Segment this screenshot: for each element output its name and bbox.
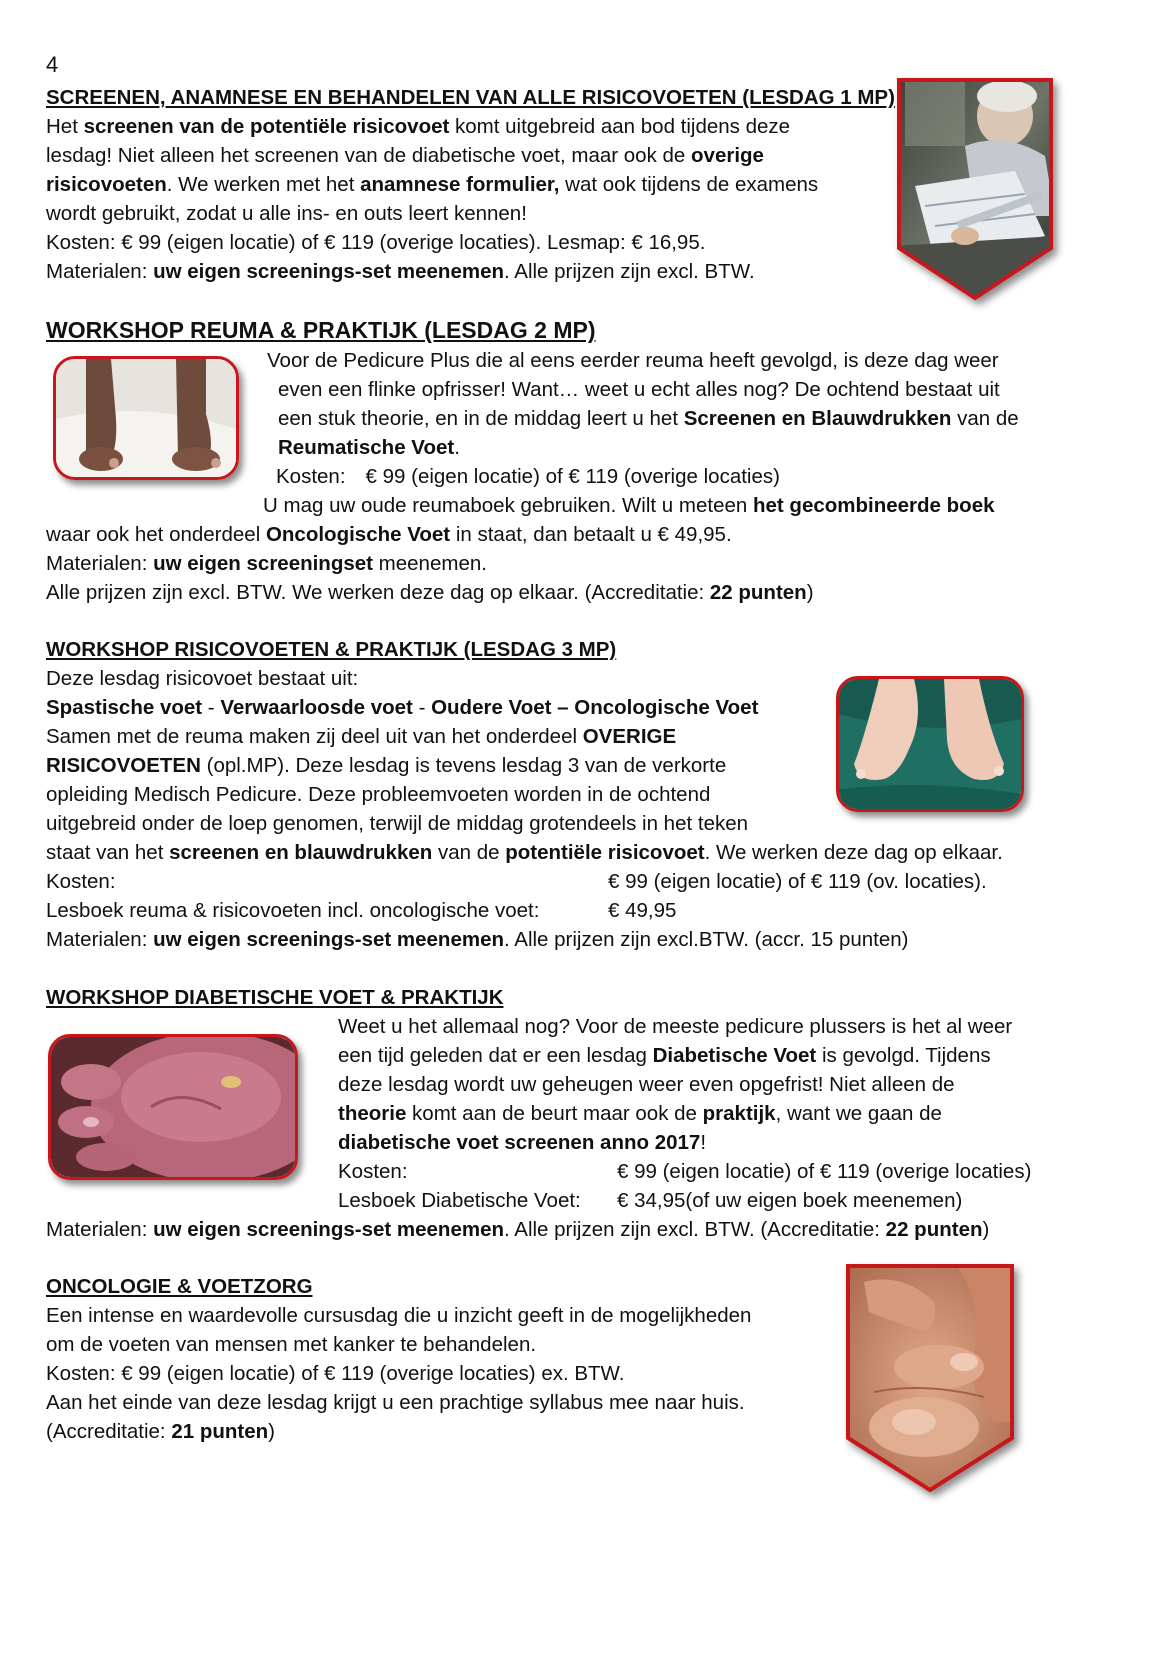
text-line: Weet u het allemaal nog? Voor de meeste pedicure plussers is het al weer [338,1015,1013,1038]
section-title: WORKSHOP RISICOVOETEN & PRAKTIJK (LESDAG 3 MP) [46,638,617,661]
accreditation-line: Alle prijzen zijn excl. BTW. We werken deze dag op elkaar. (Accreditatie: 22 punten) [46,581,814,604]
text-line: Reumatische Voet. [278,436,460,459]
text-line: wordt gebruikt, zodat u alle ins- en outs leert kennen! [46,202,527,225]
text-line: Een intense en waardevolle cursusdag die u inzicht geeft in de mogelijkheden [46,1304,752,1327]
section-title: WORKSHOP REUMA & PRAKTIJK (LESDAG 2 MP) [46,317,596,343]
text-line: deze lesdag wordt uw geheugen weer even opgefrist! Niet alleen de [338,1073,955,1096]
text-line: theorie komt aan de beurt maar ook de praktijk, want we gaan de [338,1102,942,1125]
text-line: lesdag! Niet alleen het screenen van de diabetische voet, maar ook de overige [46,144,764,167]
photo-diabetic-foot [48,1034,298,1180]
book-label: Lesboek Diabetische Voet: [338,1189,581,1212]
text-line: Spastische voet - Verwaarloosde voet - Oudere Voet – Oncologische Voet [46,696,759,719]
photo-screening-class [895,76,1055,302]
text-line: een stuk theorie, en in de middag leert u het Screenen en Blauwdrukken van de [278,407,1019,430]
section-title: WORKSHOP DIABETISCHE VOET & PRAKTIJK [46,986,504,1009]
price-label: Kosten: [46,870,116,893]
photo-rheumatic-feet [53,356,239,480]
text-line: Het screenen van de potentiële risicovoet komt uitgebreid aan bod tijdens deze [46,115,791,138]
text-line: staat van het screenen en blauwdrukken van de potentiële risicovoet. We werken deze dag op elkaar. [46,841,1003,864]
book-label: Lesboek reuma & risicovoeten incl. oncologische voet: [46,899,540,922]
text-line: uitgebreid onder de loep genomen, terwijl de middag grotendeels in het teken [46,812,749,835]
text-line: even een flinke opfrisser! Want… weet u echt alles nog? De ochtend bestaat uit [278,378,1000,401]
text-line: om de voeten van mensen met kanker te behandelen. [46,1333,537,1356]
text-line: Samen met de reuma maken zij deel uit van het onderdeel OVERIGE [46,725,677,748]
price-line: Kosten: € 99 (eigen locatie) of € 119 (overige locaties) ex. BTW. [46,1362,625,1385]
book-price: € 34,95(of uw eigen boek meenemen) [617,1189,963,1212]
text-line: diabetische voet screenen anno 2017! [338,1131,707,1154]
photo-toes-closeup [844,1262,1016,1494]
materials-line: Materialen: uw eigen screenings-set meenemen. Alle prijzen zijn excl. BTW. [46,260,755,283]
materials-line: Materialen: uw eigen screenings-set meenemen. Alle prijzen zijn excl.BTW. (accr. 15 punten) [46,928,909,951]
text-line: waar ook het onderdeel Oncologische Voet in staat, dan betaalt u € 49,95. [46,523,732,546]
text-line: Aan het einde van deze lesdag krijgt u een prachtige syllabus mee naar huis. [46,1391,745,1414]
book-price: € 49,95 [608,899,677,922]
photo-feet-on-green-cloth [836,676,1024,812]
accreditation-line: (Accreditatie: 21 punten) [46,1420,275,1443]
materials-line: Materialen: uw eigen screeningset meenemen. [46,552,487,575]
price-label: Kosten: [338,1160,408,1183]
text-line: een tijd geleden dat er een lesdag Diabetische Voet is gevolgd. Tijdens [338,1044,991,1067]
section-title: ONCOLOGIE & VOETZORG [46,1275,313,1298]
price-line: Kosten: € 99 (eigen locatie) of € 119 (overige locaties). Lesmap: € 16,95. [46,231,706,254]
text-line: risicovoeten. We werken met het anamnese formulier, wat ook tijdens de examens [46,173,819,196]
text-line: RISICOVOETEN (opl.MP). Deze lesdag is tevens lesdag 3 van de verkorte [46,754,727,777]
price-value: € 99 (eigen locatie) of € 119 (overige locaties) [617,1160,1032,1183]
materials-line: Materialen: uw eigen screenings-set meenemen. Alle prijzen zijn excl. BTW. (Accreditatie: 22 punten) [46,1218,990,1241]
text-line: Voor de Pedicure Plus die al eens eerder reuma heeft gevolgd, is deze dag weer [267,349,999,372]
text-line: U mag uw oude reumaboek gebruiken. Wilt u meteen het gecombineerde boek [263,494,995,517]
section-title: SCREENEN, ANAMNESE EN BEHANDELEN VAN ALLE RISICOVOETEN (LESDAG 1 MP) [46,86,895,109]
text-line: opleiding Medisch Pedicure. Deze probleemvoeten worden in de ochtend [46,783,711,806]
price-value: € 99 (eigen locatie) of € 119 (ov. locaties). [608,870,987,893]
text-line: Deze lesdag risicovoet bestaat uit: [46,667,359,690]
price-line: Kosten: € 99 (eigen locatie) of € 119 (overige locaties) [276,465,780,488]
page-number: 4 [46,52,59,77]
